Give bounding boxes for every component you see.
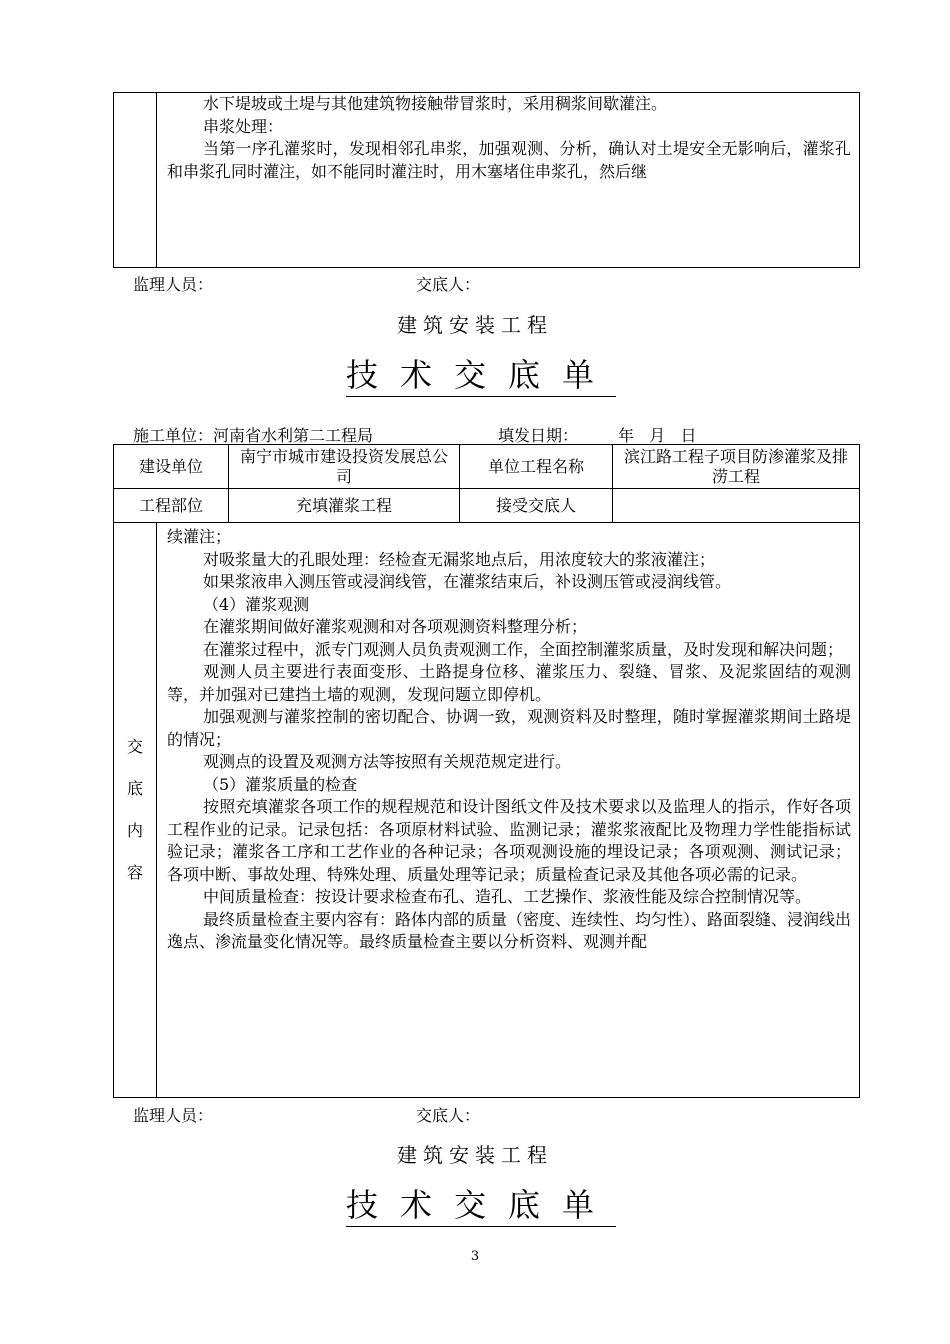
content-label-char-4: 容 bbox=[126, 863, 143, 882]
section-title: 建筑安装工程 bbox=[397, 313, 553, 337]
top-content-cell bbox=[157, 93, 860, 268]
section-title-2: 建筑安装工程 bbox=[397, 1143, 553, 1167]
date-label: 填发日期： bbox=[498, 426, 579, 445]
date-value: 年 月 日 bbox=[618, 426, 697, 445]
content-paragraph: 在灌浆期间做好灌浆观测和对各项观测资料整理分析； bbox=[203, 617, 588, 636]
content-paragraph: 在灌浆过程中，派专门观测人员负责观测工作，全面控制灌浆质量，及时发现和解决问题； bbox=[203, 639, 844, 659]
page-number: 3 bbox=[470, 1249, 480, 1264]
content-label-char-2: 底 bbox=[126, 779, 143, 798]
project-name-label: 单位工程名称 bbox=[460, 445, 613, 489]
content-paragraph: 最终质量检查主要内容有：路体内部的质量（密度、连续性、均匀性）、路面裂缝、浸润线出逸点、渗流量变化情况等。最终质量检查主要以分析资料、观测并配 bbox=[167, 909, 852, 951]
content-paragraph: （4）灌浆观测 bbox=[203, 594, 310, 614]
content-paragraph: 续灌注； bbox=[167, 527, 232, 546]
content-paragraph: 对吸浆量大的孔眼处理：经检查无漏浆地点后，用浓度较大的浆液灌注； bbox=[203, 549, 716, 569]
content-label-cell bbox=[114, 523, 157, 1098]
main-title-text: 技术交底单 bbox=[346, 356, 616, 397]
content-label-char-3: 内 bbox=[126, 821, 143, 840]
supervisor-label-1: 监理人员： bbox=[133, 275, 214, 294]
part-label: 工程部位 bbox=[114, 489, 229, 523]
main-title-2-text: 技术交底单 bbox=[346, 1186, 616, 1227]
receiver-value bbox=[613, 489, 860, 523]
content-body bbox=[167, 526, 851, 954]
top-continuation-table bbox=[113, 92, 860, 268]
content-paragraph: 观测人员主要进行表面变形、土路提身位移、灌浆压力、裂缝、冒浆、及泥浆固结的观测等，并加强对已建挡土墙的观测，发现问题立即停机。 bbox=[167, 662, 851, 704]
project-name-value: 滨江路工程子项目防渗灌浆及排涝工程 bbox=[613, 445, 860, 489]
content-paragraph: 加强观测与灌浆控制的密切配合、协调一致，观测资料及时整理，随时掌握灌浆期间土路堤的情况； bbox=[167, 707, 851, 749]
content-paragraph: （5）灌浆质量的检查 bbox=[203, 774, 358, 794]
part-value: 充填灌浆工程 bbox=[229, 489, 460, 523]
top-line-3: 当第一序孔灌浆时，发现相邻孔串浆，加强观测、分析，确认对土堤安全无影响后，灌浆孔和串浆孔同时灌注，如不能同时灌注时，用木塞堵住串浆孔，然后继 bbox=[167, 139, 851, 181]
content-paragraph: 观测点的设置及观测方法等按照有关规范规定进行。 bbox=[203, 752, 572, 771]
content-paragraph: 中间质量检查：按设计要求检查布孔、造孔、工艺操作、浆液性能及综合控制情况等。 bbox=[203, 887, 812, 906]
presenter-label-2: 交底人： bbox=[416, 1106, 481, 1125]
top-line-2: 串浆处理： bbox=[203, 116, 284, 136]
content-table bbox=[113, 522, 860, 1098]
supervisor-label-2: 监理人员： bbox=[133, 1106, 214, 1125]
content-label-char-1: 交 bbox=[126, 737, 143, 756]
main-title bbox=[6, 350, 950, 396]
content-paragraph: 按照充填灌浆各项工作的规程规范和设计图纸文件及技术要求以及监理人的指示，作好各项工程作业的记录。记录包括：各项原材料试验、监测记录；灌浆浆液配比及物理力学性能指标试验记录；灌浆各工序和工艺作业的各种记录；各项观测设施的埋设记录；各项观测、测试记录；各项中断、事故处理、特殊处理、质量处理等记录；质量检查记录及其他各项必需的记录。 bbox=[167, 797, 851, 884]
receiver-label: 接受交底人 bbox=[460, 489, 613, 523]
main-title-2 bbox=[6, 1180, 950, 1226]
disclosure-table bbox=[113, 444, 860, 523]
presenter-label-1: 交底人： bbox=[416, 275, 481, 294]
build-unit-value: 南宁市城市建设投资发展总公司 bbox=[229, 445, 460, 489]
top-line-1: 水下堤坡或土堤与其他建筑物接触带冒浆时，采用稠浆间歇灌注。 bbox=[203, 94, 668, 113]
top-label-cell bbox=[114, 93, 157, 268]
content-cell bbox=[157, 523, 860, 1098]
build-unit-label: 建设单位 bbox=[114, 445, 229, 489]
construction-unit: 施工单位：河南省水利第二工程局 bbox=[133, 426, 374, 445]
content-paragraph: 如果浆液串入测压管或浸润线管，在灌浆结束后，补设测压管或浸润线管。 bbox=[203, 572, 732, 591]
